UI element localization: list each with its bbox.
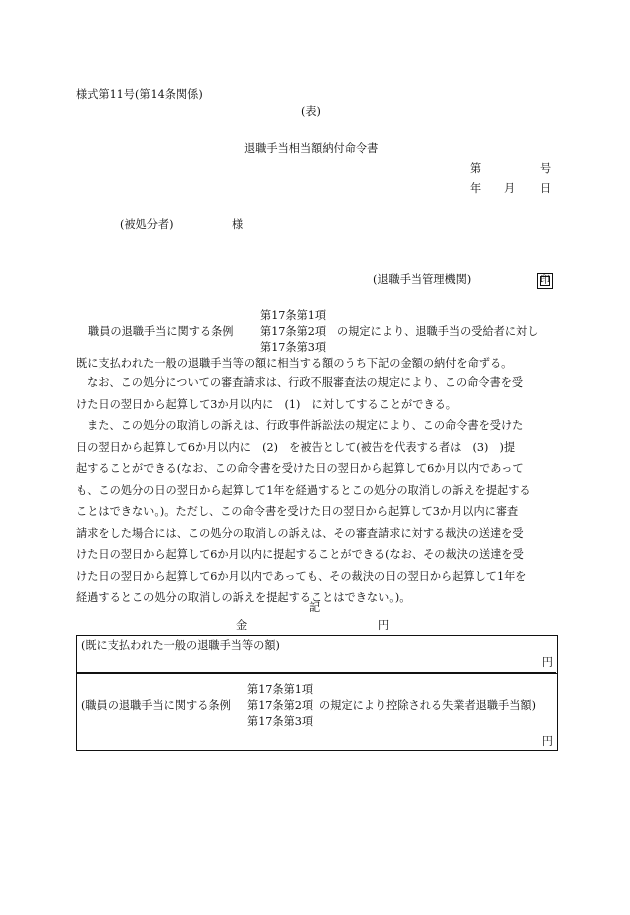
number-dai: 第 — [470, 162, 482, 175]
row1-unit: 円 — [541, 656, 553, 669]
notice-1 — [76, 372, 558, 415]
notice-2 — [76, 415, 558, 609]
row2-clause-3: 第17条第3項 — [247, 715, 314, 728]
seal-stamp: 印 — [537, 273, 553, 289]
notice-2-line: も、この処分の日の翌日から起算して1年を経過するとこの処分の取消しの訴えを提起する — [76, 483, 531, 497]
record-heading: 記 — [309, 601, 321, 614]
number-go: 号 — [540, 162, 552, 175]
preamble-line2: 既に支払われた一般の退職手当等の額に相当する額のうち下記の金額の納付を命ずる。 — [76, 357, 513, 370]
notice-1-line: けた日の翌日から起算して3か月以内に (1) に対してすることができる。 — [76, 397, 457, 411]
issuer-label: (退職手当管理機関) — [373, 273, 472, 286]
date-month: 月 — [504, 182, 516, 195]
side-label: (表) — [301, 105, 321, 118]
date-day: 日 — [540, 182, 552, 195]
document-title: 退職手当相当額納付命令書 — [244, 142, 379, 155]
notice-2-line: 日の翌日から起算して6か月以内に (2) を被告として(被告を代表する者は (3) )提 — [76, 440, 516, 454]
row2-unit: 円 — [541, 735, 553, 748]
preamble-lead: 職員の退職手当に関する条例 — [88, 325, 234, 338]
row2-tail: の規定により控除される失業者退職手当額) — [319, 699, 536, 712]
notice-2-line: 経過するとこの処分の取消しの訴えを提起することはできない。)。 — [76, 591, 411, 604]
notice-1-line: なお、この処分についての審査請求は、行政不服審査法の規定により、この命令書を受 — [87, 376, 524, 389]
addressee-label: (被処分者) — [120, 218, 174, 231]
row2-clause-2: 第17条第2項 — [247, 699, 314, 712]
amount-yen: 円 — [378, 619, 390, 632]
preamble-clause-1: 第17条第1項 — [260, 309, 327, 322]
amount-kin: 金 — [236, 619, 248, 632]
addressee-honorific: 様 — [232, 218, 244, 231]
row2-clause-1: 第17条第1項 — [247, 683, 314, 696]
table-row — [76, 672, 558, 751]
notice-2-line: また、この処分の取消しの訴えは、行政事件訴訟法の規定により、この命令書を受けた — [87, 419, 524, 432]
form-number: 様式第11号(第14条関係) — [76, 88, 203, 101]
preamble-clause-2: 第17条第2項 — [260, 325, 327, 338]
date-year: 年 — [470, 182, 482, 195]
notice-2-line: 起することができる(なお、この命令書を受けた日の翌日から起算して6か月以内であって — [76, 462, 524, 475]
preamble-clause-3: 第17条第3項 — [260, 341, 327, 354]
table-row — [76, 635, 558, 674]
notice-2-line: 請求をした場合には、この処分の取消しの訴えは、その審査請求に対する裁決の送達を受 — [76, 526, 524, 540]
notice-2-line: けた日の翌日から起算して6か月以内に提起することができる(なお、その裁決の送達を受 — [76, 548, 524, 561]
notice-2-line: ことはできない。)。ただし、この命令書を受けた日の翌日から起算して3か月以内に審査 — [76, 505, 519, 518]
row1-label: (既に支払われた一般の退職手当等の額) — [81, 639, 280, 652]
notice-2-line: けた日の翌日から起算して6か月以内であっても、その裁決の日の翌日から起算して1年を — [76, 569, 527, 583]
preamble-tail: の規定により、退職手当の受給者に対し — [337, 325, 539, 338]
row2-lead: (職員の退職手当に関する条例 — [81, 699, 231, 712]
